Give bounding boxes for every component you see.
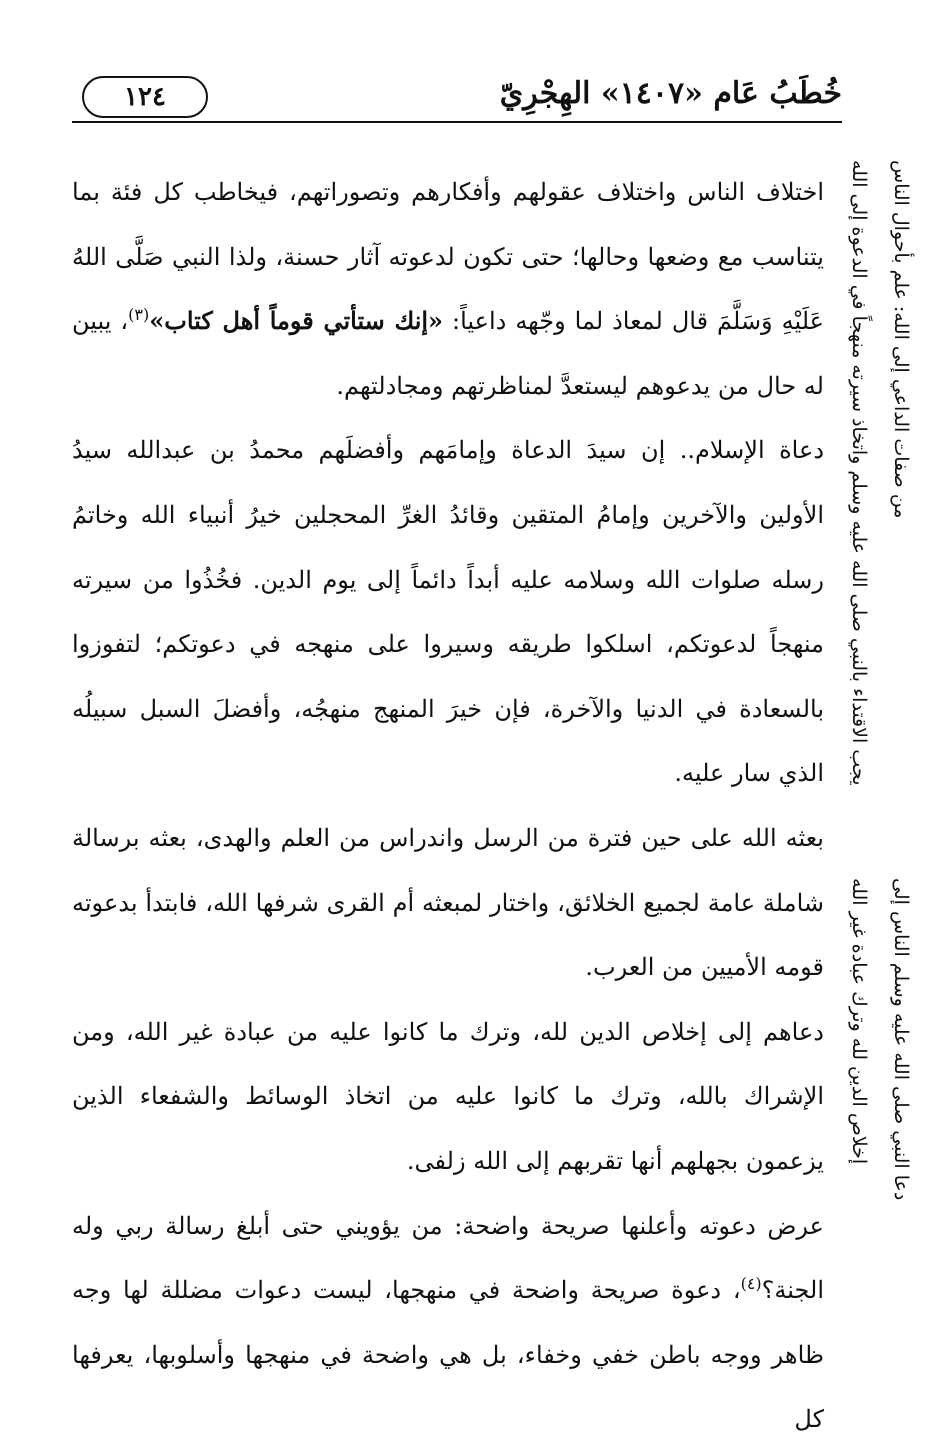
paragraph-4: دعاهم إلى إخلاص الدين لله، وترك ما كانوا عليه من عبادة غير الله، ومن الإشراك بالله، وترك ما كانوا عليه من اتخاذ الوسائط والشفعاء الذين يزعمون بجهلهم أنها تقربهم إلى الله زلفى. [72,1017,824,1175]
page-number: ١٢٤ [124,82,166,112]
paragraph-5 [72,1194,824,1452]
paragraph-2: دعاة الإسلام.. إن سيدَ الدعاة وإمامَهم وأفضلَهم محمدُ بن عبدالله سيدُ الأولين والآخرين وإمامُ المتقين وقائدُ الغرِّ المحجلين خيرُ أنبياء الله وخاتمُ رسله صلوات الله وسلامه عليه أبداً دائماً إلى يوم الدين. فخُذُوا من سيرته منهجاً لدعوتكم، اسلكوا طريقه وسيروا على منهجه في دعوتكم؛ لتفوزوا بالسعادة في الدنيا والآخرة، فإن خيرَ المنهج منهجُه، وأفضلَ السبل سبيلُه الذي سار عليه. [72,436,824,788]
page-header [72,72,842,122]
paragraph-1-before: اختلاف الناس واختلاف عقولهم وأفكارهم وتصوراتهم، فيخاطب كل فئة بما يتناسب مع وضعها وحالها؛ حتى تكون لدعوته آثار حسنة، ولذا النبي صَلَّى اللهُ عَلَيْهِ وَسَلَّمَ قال لمعاذ لما وجّهه داعياً: [72,178,824,336]
paragraph-5-text: عرض دعوته وأعلنها صريحة واضحة: من يؤويني حتى أبلغ رسالة ربي وله الجنة؟ [72,1211,824,1305]
paragraph-3: بعثه الله على حين فترة من الرسل واندراس من العلم والهدى، بعثه برسالة شاملة عامة لجميع الخلائق، واختار لمبعثه أم القرى شرفها الله، فابتدأ بدعوته قومه الأميين من العرب. [72,823,824,982]
margin-note-1-line-1: من صفات الداعي إلى الله: علم بأحوال الناس [890,160,912,519]
running-title: خُطَبُ عَام «١٤٠٧» الهِجْرِيّ [499,76,842,111]
hadith-quote: «إنك ستأتي قوماً أهل كتاب» [149,306,444,336]
paragraph-5-after: ، دعوة صريحة واضحة في منهجها، ليست دعوات مضللة لها وجه ظاهر ووجه باطن خفي وخفاء، بل هي واضحة في منهجها وأسلوبها، يعرفها كل [72,1276,824,1434]
header-rule [72,121,842,123]
margin-note-2-line-2: إخلاص الدين لله وترك عبادة غير الله [848,878,870,1165]
paragraph-1-after: ، يبين له حال من يدعوهم ليستعدَّ لمناظرتهم ومجادلتهم. [72,307,824,400]
margin-note-2-line-1: دعا النبي صلى الله عليه وسلم الناس إلى [890,878,912,1201]
body-text [72,160,824,1452]
margin-note-1-line-2: يجب الاقتداء بالنبي صلى الله عليه وسلم واتخاذ سيرته منهجاً في الدعوة إلى الله [848,160,870,786]
paragraph-1 [72,160,824,418]
footnote-ref-3: (٣) [128,305,150,325]
footnote-ref-4: (٤) [740,1274,762,1294]
page-number-badge [82,76,208,118]
